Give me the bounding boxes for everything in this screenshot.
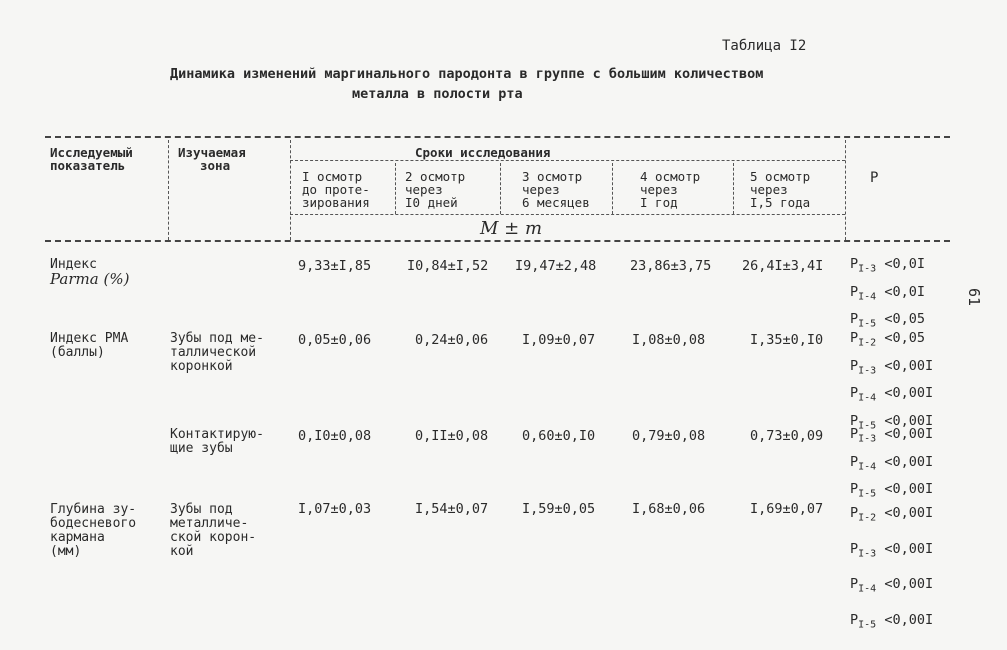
p-values xyxy=(850,327,933,438)
p-subscript: I-3 xyxy=(858,433,877,445)
value-cell: I,69±0,07 xyxy=(750,501,824,517)
header-period-4 xyxy=(640,170,700,209)
p-item: $P_{I-4} <0,00I$ xyxy=(850,385,934,405)
header-text: через xyxy=(640,182,678,197)
indicator-text: Глубина зу- xyxy=(50,502,137,517)
column-divider xyxy=(395,163,396,214)
p-value: <0,05 xyxy=(884,330,925,346)
header-text: 2 осмотр xyxy=(405,169,466,184)
header-text: зона xyxy=(200,158,231,173)
row-indicator xyxy=(50,258,129,286)
value-cell: 0,II±0,08 xyxy=(415,428,489,444)
indicator-text: (мм) xyxy=(50,544,82,559)
row-zone xyxy=(170,332,264,374)
row-indicator xyxy=(50,332,128,360)
p-value: <0,00I xyxy=(884,413,934,430)
value-cell: I,54±0,07 xyxy=(415,501,489,517)
p-item: $P_{I-5} <0,00I$ xyxy=(850,481,934,501)
header-indicator xyxy=(50,146,133,172)
header-bottom-rule xyxy=(45,240,950,242)
value-cell: I,59±0,05 xyxy=(522,501,596,517)
p-values xyxy=(850,498,933,641)
column-divider xyxy=(612,163,613,214)
header-period-5 xyxy=(750,170,810,209)
zone-text: ской корон- xyxy=(170,530,257,545)
p-item: $P_{I-4} <0,00I$ xyxy=(850,453,934,473)
zone-text: кой xyxy=(170,544,194,559)
p-item: $P_{I-3} <0,0I$ xyxy=(850,256,925,275)
header-text: I год xyxy=(640,195,678,210)
p-subscript: I-3 xyxy=(858,548,877,560)
p-value: <0,00I xyxy=(884,426,934,442)
zone-text: Зубы под ме- xyxy=(170,331,264,346)
p-value: <0,00I xyxy=(884,453,934,470)
p-item: $P_{I-3} <0,00I$ xyxy=(850,357,934,377)
header-text: I осмотр xyxy=(302,169,363,184)
p-subscript: I-2 xyxy=(858,512,877,524)
header-text: через xyxy=(405,182,443,197)
header-text: Изучаемая xyxy=(178,145,246,160)
p-item: $P_{I-4} <0,00I$ xyxy=(850,576,934,596)
value-cell: I,07±0,03 xyxy=(298,501,372,517)
p-value: <0,0I xyxy=(884,256,925,272)
header-text: I,5 года xyxy=(750,195,811,210)
p-subscript: I-4 xyxy=(858,393,877,405)
table-top-rule xyxy=(45,136,950,138)
p-subscript: I-5 xyxy=(858,420,877,432)
value-cell: 0,73±0,09 xyxy=(750,428,824,444)
row-zone xyxy=(170,428,264,456)
p-value: <0,00I xyxy=(884,385,934,402)
header-period-span: Сроки исследования xyxy=(415,145,551,160)
value-cell: 26,4I±3,4I xyxy=(742,258,824,274)
mean-label: M ± m xyxy=(480,218,543,239)
value-cell: 0,60±0,I0 xyxy=(522,428,596,444)
p-item: $P_{I-2} <0,05$ xyxy=(850,330,925,349)
table-label: Таблица I2 xyxy=(722,38,807,54)
p-subscript: I-5 xyxy=(858,489,877,501)
value-cell: I,09±0,07 xyxy=(522,332,596,348)
value-cell: I,08±0,08 xyxy=(632,332,706,348)
value-cell: 0,79±0,08 xyxy=(632,428,706,444)
table-title-line1: Динамика изменений маргинального пародонта в группе с большим количеством xyxy=(170,66,764,82)
column-divider xyxy=(290,140,291,240)
header-text: через xyxy=(522,182,560,197)
header-period-2 xyxy=(405,170,465,209)
p-subscript: I-4 xyxy=(858,461,877,473)
value-cell: I,68±0,06 xyxy=(632,501,706,517)
page-number: 61 xyxy=(965,287,984,307)
value-cell: I9,47±2,48 xyxy=(515,258,597,274)
p-value: <0,0I xyxy=(884,283,925,300)
indicator-text: Индекс PMA xyxy=(50,331,129,346)
header-text: 4 осмотр xyxy=(640,169,701,184)
row-zone xyxy=(170,503,256,559)
header-text: 5 осмотр xyxy=(750,169,811,184)
p-subscript: I-4 xyxy=(858,291,877,303)
indicator-text: Индекс xyxy=(50,257,97,272)
p-subscript: I-5 xyxy=(858,619,877,631)
p-subscript: I-5 xyxy=(858,319,877,331)
column-divider xyxy=(168,140,169,240)
p-subscript: I-3 xyxy=(858,263,877,275)
p-value: <0,00I xyxy=(884,540,934,557)
zone-text: таллической xyxy=(170,345,257,360)
header-text: 3 осмотр xyxy=(522,169,583,184)
p-item: $P_{I-3} <0,00I$ xyxy=(850,540,934,560)
value-cell: I,35±0,I0 xyxy=(750,332,824,348)
header-zone xyxy=(178,146,246,172)
header-text: до проте- xyxy=(302,182,370,197)
indicator-text: Parma (%) xyxy=(50,270,130,288)
value-cell: I0,84±I,52 xyxy=(407,258,489,274)
p-item: $P_{I-3} <0,00I$ xyxy=(850,426,934,445)
header-text: зирования xyxy=(302,195,370,210)
header-text: Исследуемый xyxy=(50,145,133,160)
zone-text: коронкой xyxy=(170,359,233,374)
value-cell: 0,24±0,06 xyxy=(415,332,489,348)
indicator-text: бодесневого xyxy=(50,516,137,531)
p-item: $P_{I-5} <0,00I$ xyxy=(850,413,934,432)
p-item: $P_{I-2} <0,00I$ xyxy=(850,505,934,524)
period-span-rule xyxy=(290,160,845,161)
p-value: <0,00I xyxy=(884,505,934,521)
zone-text: металличе- xyxy=(170,516,249,531)
value-cell: 23,86±3,75 xyxy=(630,258,712,274)
p-value: <0,05 xyxy=(884,311,925,328)
p-subscript: I-3 xyxy=(858,365,877,377)
header-period-1 xyxy=(302,170,370,209)
zone-text: Контактирую- xyxy=(170,427,264,442)
mean-row-rule xyxy=(290,214,845,215)
header-text: показатель xyxy=(50,158,126,173)
header-p: P xyxy=(870,170,879,186)
p-subscript: I-2 xyxy=(858,337,877,349)
p-value: <0,00I xyxy=(884,357,934,374)
p-value: <0,00I xyxy=(884,576,934,593)
header-text: 6 месяцев xyxy=(522,195,590,210)
p-item: $P_{I-5} <0,05$ xyxy=(850,311,925,331)
indicator-text: (баллы) xyxy=(50,345,105,360)
p-value: <0,00I xyxy=(884,612,934,629)
value-cell: 0,05±0,06 xyxy=(298,332,372,348)
column-divider xyxy=(500,163,501,214)
row-indicator xyxy=(50,503,136,559)
zone-text: Зубы под xyxy=(170,502,233,517)
indicator-text: кармана xyxy=(50,530,105,545)
column-divider xyxy=(733,163,734,214)
p-values xyxy=(850,420,934,506)
p-item: $P_{I-4} <0,0I$ xyxy=(850,283,925,303)
p-values xyxy=(850,253,925,336)
table-title-line2: металла в полости рта xyxy=(352,86,523,102)
header-text: через xyxy=(750,182,788,197)
p-value: <0,00I xyxy=(884,481,934,498)
value-cell: 9,33±I,85 xyxy=(298,258,372,274)
header-text: I0 дней xyxy=(405,195,458,210)
column-divider xyxy=(845,140,846,240)
p-item: $P_{I-5} <0,00I$ xyxy=(850,612,934,631)
header-period-3 xyxy=(522,170,590,209)
p-subscript: I-4 xyxy=(858,584,877,596)
zone-text: щие зубы xyxy=(170,441,233,456)
value-cell: 0,I0±0,08 xyxy=(298,428,372,444)
